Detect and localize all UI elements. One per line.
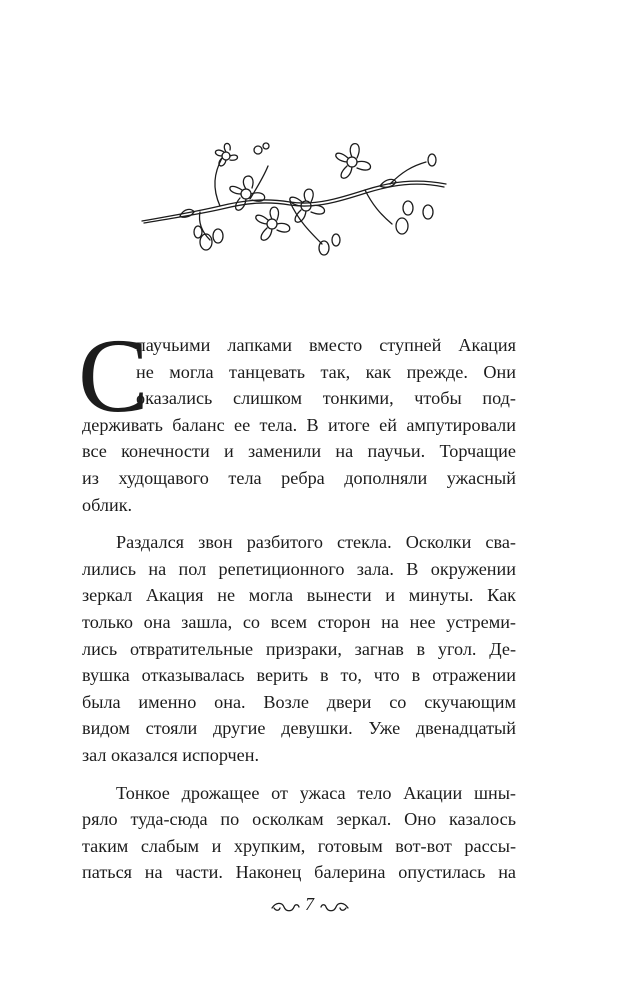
text-line: лись отвратительные призраки, загнав в угол. Де- xyxy=(82,638,516,659)
text-line: таким слабым и хрупким, готовым вот-вот рассы- xyxy=(82,835,516,856)
text-line: держивать баланс ее тела. В итоге ей ампутировали xyxy=(82,414,516,435)
right-swirl-icon xyxy=(320,898,350,912)
paragraph-1 xyxy=(78,317,516,518)
chapter-text xyxy=(78,317,516,886)
text-line: паучьими лапками вместо ступней Акация xyxy=(136,335,516,355)
left-swirl-icon xyxy=(270,898,300,912)
text-line: паться на части. Наконец балерина опустилась на xyxy=(82,862,516,883)
text-line: из худощавого тела ребра дополняли ужасный xyxy=(82,467,516,488)
paragraph-3 xyxy=(82,780,516,886)
drop-cap: С xyxy=(78,317,149,434)
text-line: не могла танцевать так, как прежде. Они xyxy=(136,361,516,382)
text-line: была именно она. Возле двери со скучающим xyxy=(82,691,516,712)
page-number-value: 7 xyxy=(305,894,314,915)
text-line: все конечности и заменили на паучьи. Торчащие xyxy=(82,441,516,462)
page-number xyxy=(0,893,619,915)
text-line: только она зашла, со всем сторон на нее устреми- xyxy=(82,611,516,632)
text-line: ряло туда-сюда по осколкам зеркал. Оно казалось xyxy=(82,809,516,830)
text-line: зеркал Акация не могла вынести и минуты. Как xyxy=(82,585,516,606)
text-line: вушка отказывалась верить в то, что в отражении xyxy=(82,665,516,686)
text-line: облик. xyxy=(82,494,133,515)
text-line: видом стояли другие девушки. Уже двенадцатый xyxy=(82,718,516,739)
text-line: оказались слишком тонкими, чтобы под- xyxy=(136,388,516,409)
text-line: зал оказался испорчен. xyxy=(82,744,260,765)
text-line: лились на пол репетиционного зала. В окружении xyxy=(82,558,516,579)
text-line: Тонкое дрожащее от ужаса тело Акации шны- xyxy=(116,782,516,803)
text-line: Раздался звон разбитого стекла. Осколки сва- xyxy=(116,532,516,553)
cherry-blossom-branch-icon xyxy=(140,128,452,270)
paragraph-2 xyxy=(82,529,516,768)
